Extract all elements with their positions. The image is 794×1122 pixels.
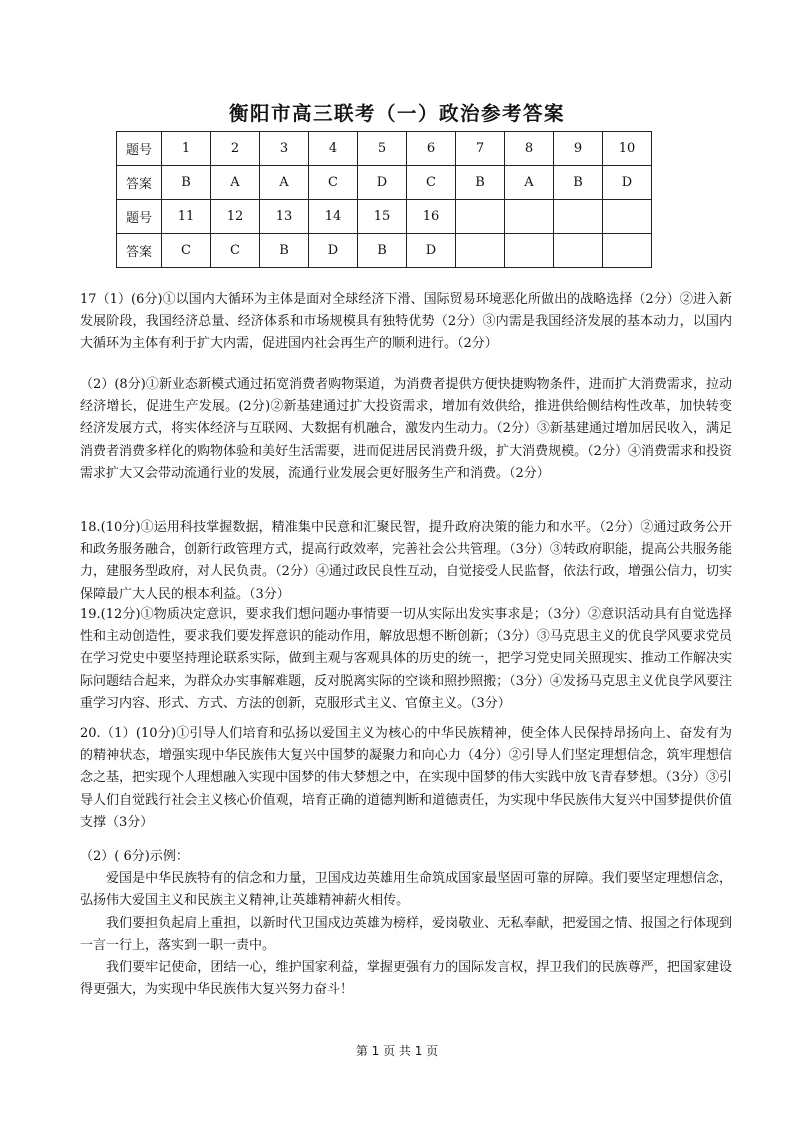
table-cell: 15 [358, 200, 407, 234]
answer-table [116, 131, 652, 268]
table-cell: 13 [260, 200, 309, 234]
table-cell: C [162, 234, 211, 268]
table-cell: 题号 [117, 132, 162, 166]
table-cell: C [309, 166, 358, 200]
example-paragraph: 爱国是中华民族特有的信念和力量，卫国戍边英雄用生命筑成国家最坚固可靠的屏障。我们要坚定理想信念，弘扬伟大爱国主义和民族主义精神,让英雄精神薪火相传。 [80, 871, 732, 909]
table-cell: B [456, 166, 505, 200]
table-cell: A [260, 166, 309, 200]
table-row [117, 132, 652, 166]
answer-text: 17（1）(6分)①以国内大循环为主体是面对全球经济下滑、国际贸易环境恶化所做出的战略选择（2分）②进入新发展阶段，我国经济总量、经济体系和市场规模具有独特优势（2分）③内需是我国经济发展的基本动力，以国内大循环为主体有利于扩大内需，促进国内社会再生产的顺利进行。（2分） [80, 292, 732, 352]
table-cell: 6 [407, 132, 456, 166]
table-cell: 1 [162, 132, 211, 166]
table-cell: D [309, 234, 358, 268]
table-cell: D [358, 166, 407, 200]
table-cell: 16 [407, 200, 456, 234]
answer-heading: （2）( 6分)示例： [80, 849, 189, 864]
table-row [117, 200, 652, 234]
table-cell: 8 [505, 132, 554, 166]
answer-text: （2）(8分)①新业态新模式通过拓宽消费者购物渠道，为消费者提供方便快捷购物条件，进而扩大消费需求，拉动经济增长，促进生产发展。(2分)②新基建通过扩大投资需求，增加有效供给，推进供给侧结构性改革，加快转变经济发展方式，将实体经济与互联网、大数据有机融合，激发内生动力。（2分）③新基建通过增加居民收入，满足消费者消费多样化的购物体验和美好生活需要，进而促进居民消费升级，扩大消费规模。（2分）④消费需求和投资需求扩大又会带动流通行业的发展，流通行业发展会更好服务生产和消费。（2分） [80, 377, 732, 481]
table-cell [603, 234, 652, 268]
table-cell: 答案 [117, 234, 162, 268]
table-cell [456, 234, 505, 268]
table-row [117, 234, 652, 268]
table-cell: 4 [309, 132, 358, 166]
table-cell: C [211, 234, 260, 268]
example-paragraph: 我们要担负起肩上重担，以新时代卫国戍边英雄为榜样，爱岗敬业、无私奉献，把爱国之情、报国之行体现到一言一行上，落实到一职一责中。 [80, 915, 732, 953]
table-cell: B [554, 166, 603, 200]
table-cell [456, 200, 505, 234]
page-footer: 第 1 页 共 1 页 [355, 1044, 439, 1058]
table-cell: D [603, 166, 652, 200]
table-cell: 14 [309, 200, 358, 234]
table-cell: B [260, 234, 309, 268]
table-cell: 题号 [117, 200, 162, 234]
example-paragraph: 我们要牢记使命，团结一心，维护国家利益，掌握更强有力的国际发言权，捍卫我们的民族尊严，把国家建设得更强大，为实现中华民族伟大复兴努力奋斗！ [80, 960, 732, 998]
table-cell: D [407, 234, 456, 268]
table-cell: 2 [211, 132, 260, 166]
table-cell: A [211, 166, 260, 200]
answer-19 [80, 604, 732, 715]
answer-18 [80, 517, 732, 606]
table-cell: 12 [211, 200, 260, 234]
answer-17-part-1 [80, 289, 732, 356]
answer-text: 20.（1）(10分)①引导人们培育和弘扬以爱国主义为核心的中华民族精神，使全体人民保持昂扬向上、奋发有为的精神状态，增强实现中华民族伟大复兴中国梦的凝聚力和向心力（4分）②引导人们坚定理想信念，筑牢理想信念之基，把实现个人理想融入实现中国梦的伟大梦想之中，在实现中国梦的伟大实践中放飞青春梦想。（3分）③引导人们自觉践行社会主义核心价值观，培育正确的道德判断和道德责任，为实现中华民族伟大复兴中国梦提供价值支撑（3分） [80, 726, 732, 830]
table-cell [554, 234, 603, 268]
table-cell: 答案 [117, 166, 162, 200]
table-cell [505, 234, 554, 268]
page-title: 衡阳市高三联考（一）政治参考答案 [228, 102, 565, 125]
table-cell: 11 [162, 200, 211, 234]
answer-20-part-1 [80, 723, 732, 834]
table-cell: 10 [603, 132, 652, 166]
table-cell [554, 200, 603, 234]
table-cell: 3 [260, 132, 309, 166]
table-cell: 9 [554, 132, 603, 166]
table-cell: 5 [358, 132, 407, 166]
answer-17-part-2 [80, 374, 732, 485]
table-cell [505, 200, 554, 234]
table-cell: C [407, 166, 456, 200]
answer-text: 19.(12分)①物质决定意识，要求我们想问题办事情要一切从实际出发实事求是；（3分）②意识活动具有自觉选择性和主动创造性，要求我们要发挥意识的能动作用，解放思想不断创新；（3分）③马克思主义的优良学风要求党员在学习党史中要坚持理论联系实际，做到主观与客观具体的历史的统一，把学习党史同关照现实、推动工作解决实际问题结合起来，为群众办实事解难题，反对脱离实际的空谈和照抄照搬；（3分）④发扬马克思主义优良学风要注重学习内容、形式、方式、方法的创新，克服形式主义、官僚主义。（3分） [80, 607, 732, 711]
table-cell: B [162, 166, 211, 200]
table-cell [603, 200, 652, 234]
answer-text: 18.(10分)①运用科技掌握数据，精准集中民意和汇聚民智，提升政府决策的能力和水平。（2分）②通过政务公开和政务服务融合，创新行政管理方式，提高行政效率，完善社会公共管理。（3分）③转政府职能，提高公共服务能力，建服务型政府，对人民负责。（2分）④通过政民良性互动，自觉接受人民监督，依法行政，增强公信力，切实保障最广大人民的根本利益。（3分） [80, 520, 732, 602]
table-cell: 7 [456, 132, 505, 166]
answer-20-part-2 [80, 846, 732, 1001]
table-cell: B [358, 234, 407, 268]
table-cell: A [505, 166, 554, 200]
table-row [117, 166, 652, 200]
